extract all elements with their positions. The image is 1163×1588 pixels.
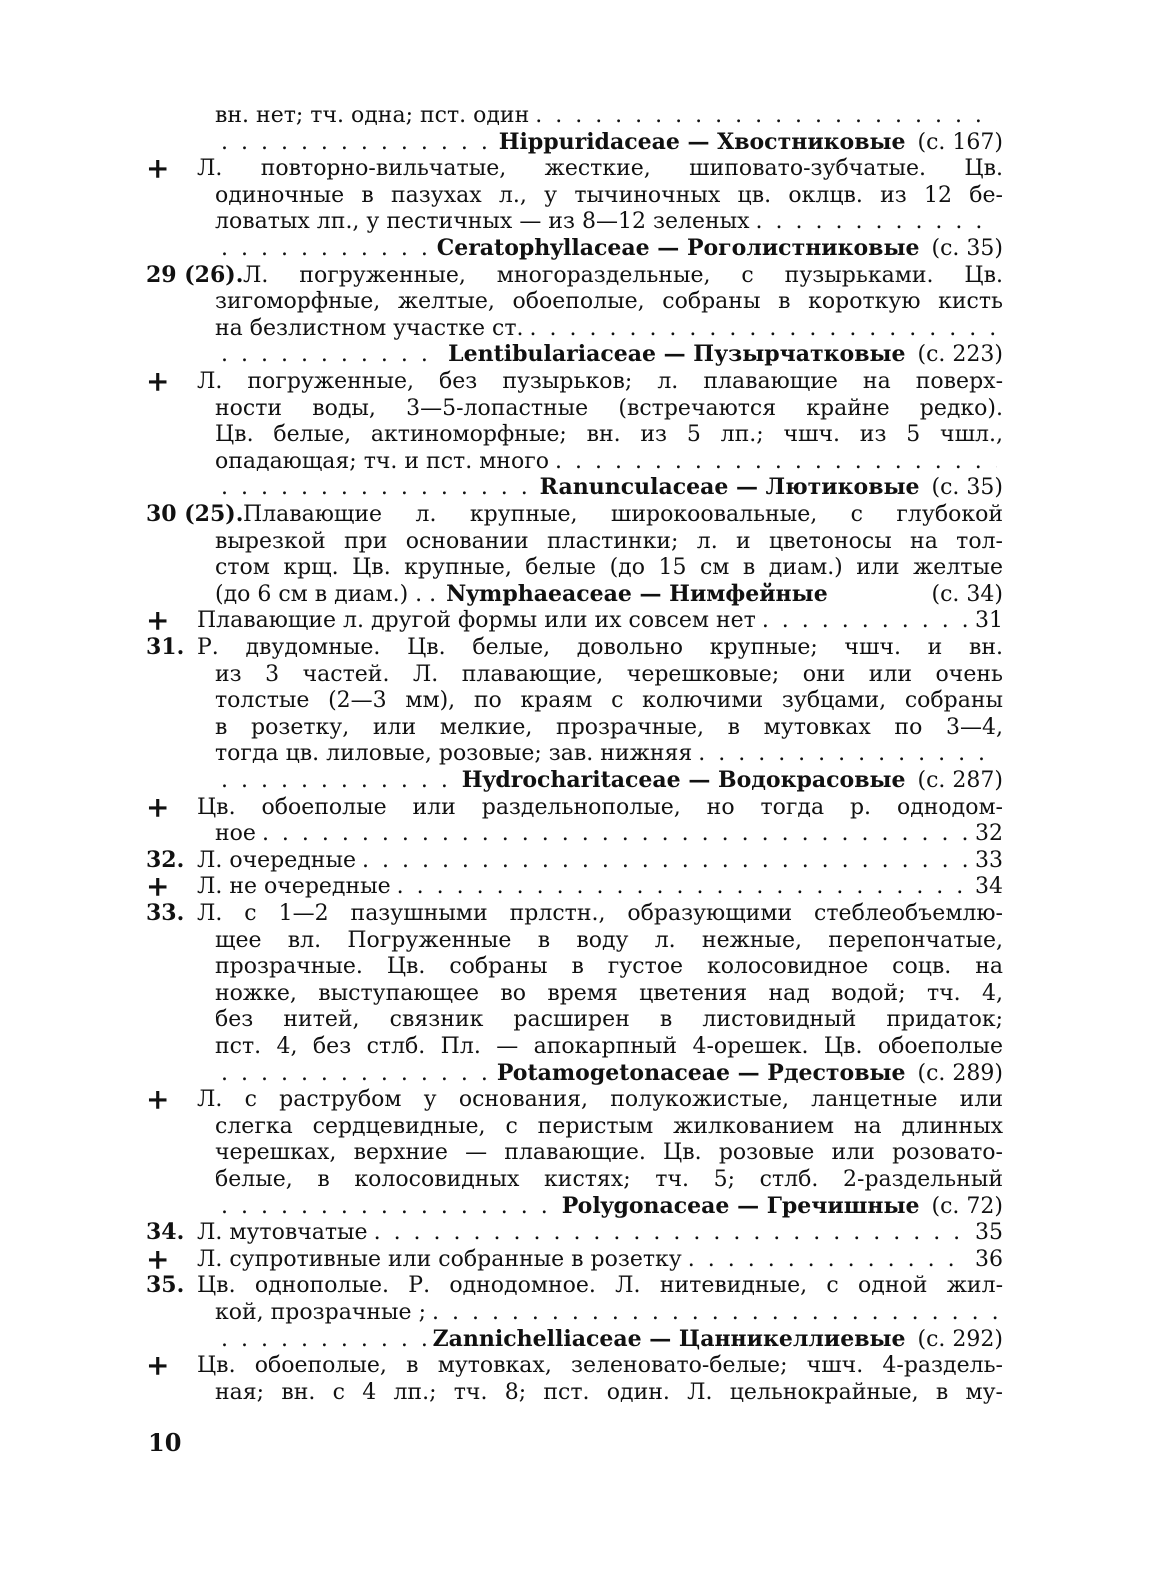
couplet-reference: 35 — [975, 1220, 1003, 1246]
alternative-marker: + — [146, 1242, 170, 1276]
leader-dots — [762, 607, 969, 634]
key-line — [0, 1242, 1163, 1276]
key-line — [0, 474, 1163, 501]
leader-dots — [221, 1326, 427, 1353]
key-text: Плавающие л. крупные, широкоовальные, с глубокой — [243, 502, 1003, 527]
key-line — [0, 980, 1163, 1007]
key-text: вн. нет; тч. одна; пст. один — [215, 103, 530, 128]
leader-dots — [688, 1246, 969, 1273]
page-reference: (с. 35) — [931, 475, 1003, 501]
family-name: Nymphaeaceae — Нимфейные — [446, 580, 828, 607]
leader-dots — [530, 315, 997, 342]
page-reference: (с. 167) — [917, 129, 1003, 155]
key-text: тогда цв. лиловые, розовые; зав. нижняя — [215, 741, 693, 767]
key-line — [0, 1113, 1163, 1140]
couplet-reference: 32 — [975, 821, 1003, 847]
key-text: без нитей, связник расширен в листовидный придаток; — [215, 1007, 1003, 1033]
key-text: кой, прозрачные ; — [215, 1300, 426, 1325]
key-text: слегка сердцевидные, с перистым жилкованием на длинных — [215, 1113, 1003, 1139]
leader-dots — [262, 820, 969, 847]
key-text: Цв. обоеполые, в мутовках, зеленовато-белые; чшч. 4-раздель- — [197, 1353, 1003, 1379]
key-line — [0, 288, 1163, 315]
key-line — [0, 1193, 1163, 1220]
key-line — [0, 953, 1163, 980]
key-text: щее вл. Погруженные в воду л. нежные, перепончатые, — [215, 927, 1003, 953]
key-line — [0, 421, 1163, 448]
key-line — [0, 341, 1163, 368]
leader-dots — [221, 767, 456, 794]
key-line — [0, 395, 1163, 422]
couplet-number: 29 (26). — [146, 261, 244, 288]
alternative-marker: + — [146, 870, 170, 904]
family-name: Ranunculaceae — Лютиковые — [539, 474, 920, 501]
leader-dots — [756, 208, 997, 235]
leader-dots — [221, 474, 534, 501]
key-line — [0, 1060, 1163, 1087]
leader-dots — [397, 873, 969, 900]
key-text: из 3 частей. Л. плавающие, черешковые; они или очень — [215, 661, 1003, 687]
key-line — [0, 315, 1163, 342]
key-line — [0, 634, 1163, 661]
key-line — [0, 900, 1163, 927]
key-line — [0, 1272, 1163, 1299]
page-reference: (с. 72) — [931, 1193, 1003, 1219]
couplet-number: 34. — [146, 1219, 185, 1246]
key-line — [0, 1166, 1163, 1193]
leader-dots — [362, 847, 969, 874]
couplet-reference: 34 — [975, 874, 1003, 900]
leader-dots — [698, 740, 997, 767]
couplet-reference: 33 — [975, 847, 1003, 873]
key-text: ножке, выступающее во время цветения над водой; тч. 4, — [215, 980, 1003, 1006]
family-name: Potamogetonaceae — Рдестовые — [496, 1059, 906, 1086]
page-reference: (с. 35) — [931, 236, 1003, 261]
key-text: Р. двудомные. Цв. белые, довольно крупные; чшч. и вн. — [197, 635, 1003, 660]
alternative-marker: + — [146, 604, 170, 638]
key-line — [0, 554, 1163, 581]
key-text: Л. очередные — [197, 847, 356, 873]
key-line — [0, 661, 1163, 688]
key-line — [0, 365, 1163, 398]
leader-dots — [374, 1219, 969, 1246]
leader-dots — [555, 448, 997, 475]
key-line — [0, 528, 1163, 555]
key-line — [0, 790, 1163, 824]
key-text: белые, в колосовидных кистях; тч. 5; стлб. 2-раздельный — [215, 1167, 1003, 1192]
key-text: Цв. белые, актиноморфные; вн. из 5 лп.; чшч. из 5 чшл., — [215, 422, 1003, 448]
key-line — [0, 501, 1163, 528]
key-line — [0, 102, 1163, 129]
family-name: Hippuridaceae — Хвостниковые — [498, 128, 906, 155]
key-text: (до 6 см в диам.) . . — [215, 581, 437, 607]
key-line — [0, 847, 1163, 874]
page-reference: (с. 287) — [917, 768, 1003, 793]
key-line — [0, 687, 1163, 714]
key-text: Л. с 1—2 пазушными прлстн., образующими стеблеобъемлю- — [197, 901, 1003, 926]
key-text: Л. с раструбом у основания, полукожистые, ланцетные или — [197, 1087, 1003, 1113]
key-text: Цв. однополые. Р. однодомное. Л. нитевидные, с одной жил- — [197, 1273, 1003, 1299]
key-line — [0, 208, 1163, 235]
key-line — [0, 182, 1163, 209]
key-line — [0, 714, 1163, 741]
key-text: ное — [215, 821, 256, 847]
page-reference: (с. 34) — [931, 581, 1003, 607]
key-text: стом крщ. Цв. крупные, белые (до 15 см в диам.) или желтые — [215, 555, 1003, 581]
key-line — [0, 152, 1163, 186]
key-text: Л. мутовчатые — [197, 1220, 368, 1246]
leader-dots — [221, 1060, 491, 1087]
alternative-marker: + — [146, 1349, 170, 1383]
key-line — [0, 1033, 1163, 1060]
key-text: Л. погруженные, без пузырьков; л. плавающие на поверх- — [197, 369, 1003, 394]
family-name: Hydrocharitaceae — Водокрасовые — [461, 767, 906, 793]
key-line — [0, 1083, 1163, 1117]
key-text: на безлистном участке ст. — [215, 315, 524, 341]
key-text: одиночные в пазухах л., у тычиночных цв. оклцв. из 12 бе- — [215, 182, 1003, 208]
key-line — [0, 581, 1163, 608]
leader-dots — [535, 102, 997, 129]
couplet-number: 35. — [146, 1272, 185, 1299]
key-text: ности воды, 3—5-лопастные (встречаются крайне редко). — [215, 395, 1003, 421]
key-text: зигоморфные, желтые, обоеполые, собраны в короткую кисть — [215, 289, 1003, 315]
key-line — [0, 1219, 1163, 1246]
couplet-number: 31. — [146, 634, 185, 660]
family-name: Polygonaceae — Гречишные — [561, 1192, 920, 1219]
key-text: Цв. обоеполые или раздельнополые, но тогда р. однодом- — [197, 794, 1003, 820]
page-reference: (с. 223) — [917, 342, 1003, 368]
key-text: вырезкой при основании пластинки; л. и цветоносы на тол- — [215, 528, 1003, 554]
page-number: 10 — [148, 1428, 182, 1457]
leader-dots — [221, 341, 442, 368]
key-line — [0, 235, 1163, 262]
key-text: в розетку, или мелкие, прозрачные, в мутовках по 3—4, — [215, 714, 1003, 740]
family-name: Zannichelliaceae — Цанникеллиевые — [432, 1325, 906, 1352]
key-text: ловатых лп., у пестичных — из 8—12 зеленых — [215, 209, 750, 235]
key-line — [0, 1299, 1163, 1326]
key-line — [0, 262, 1163, 289]
couplet-reference: 31 — [975, 608, 1003, 634]
key-line — [0, 820, 1163, 847]
key-text: пст. 4, без стлб. Пл. — апокарпный 4-орешек. Цв. обоеполые — [215, 1034, 1003, 1059]
key-line — [0, 740, 1163, 767]
key-line — [0, 927, 1163, 954]
key-line — [0, 1139, 1163, 1166]
key-text: ная; вн. с 4 лп.; тч. 8; пст. один. Л. цельнокрайные, в му- — [215, 1379, 1003, 1405]
key-line — [0, 1326, 1163, 1353]
couplet-number: 32. — [146, 846, 185, 873]
key-text: толстые (2—3 мм), по краям с колючими зубцами, собраны — [215, 688, 1003, 714]
leader-dots — [221, 1193, 556, 1220]
key-line — [0, 1006, 1163, 1033]
key-line — [0, 604, 1163, 638]
key-text: Л. повторно-вильчатые, жесткие, шиповато-зубчатые. Цв. — [197, 156, 1003, 182]
key-line — [0, 129, 1163, 156]
key-text: Л. не очередные — [197, 874, 391, 900]
leader-dots — [432, 1299, 997, 1326]
key-text: черешках, верхние — плавающие. Цв. розовые или розовато- — [215, 1140, 1003, 1166]
couplet-number: 33. — [146, 900, 185, 926]
key-line — [0, 1349, 1163, 1383]
couplet-reference: 36 — [975, 1246, 1003, 1272]
couplet-number: 30 (25). — [146, 501, 244, 527]
page-reference: (с. 292) — [917, 1326, 1003, 1352]
key-line — [0, 1379, 1163, 1406]
key-line — [0, 870, 1163, 904]
family-name: Lentibulariaceae — Пузырчатковые — [448, 341, 906, 368]
key-text: прозрачные. Цв. собраны в густое колосовидное соцв. на — [215, 954, 1003, 980]
key-line — [0, 448, 1163, 475]
page-reference: (с. 289) — [917, 1060, 1003, 1086]
key-text: Л. супротивные или собранные в розетку — [197, 1246, 682, 1272]
key-text: опадающая; тч. и пст. много — [215, 448, 549, 474]
key-line — [0, 767, 1163, 794]
alternative-marker: + — [146, 790, 170, 824]
key-text: Л. погруженные, многораздельные, с пузырьками. Цв. — [243, 262, 1003, 288]
leader-dots — [221, 235, 431, 262]
family-name: Ceratophyllaceae — Роголистниковые — [436, 235, 920, 261]
alternative-marker: + — [146, 1083, 170, 1117]
key-text: Плавающие л. другой формы или их совсем нет — [197, 608, 756, 634]
alternative-marker: + — [146, 152, 170, 186]
leader-dots — [221, 129, 493, 156]
alternative-marker: + — [146, 365, 170, 398]
